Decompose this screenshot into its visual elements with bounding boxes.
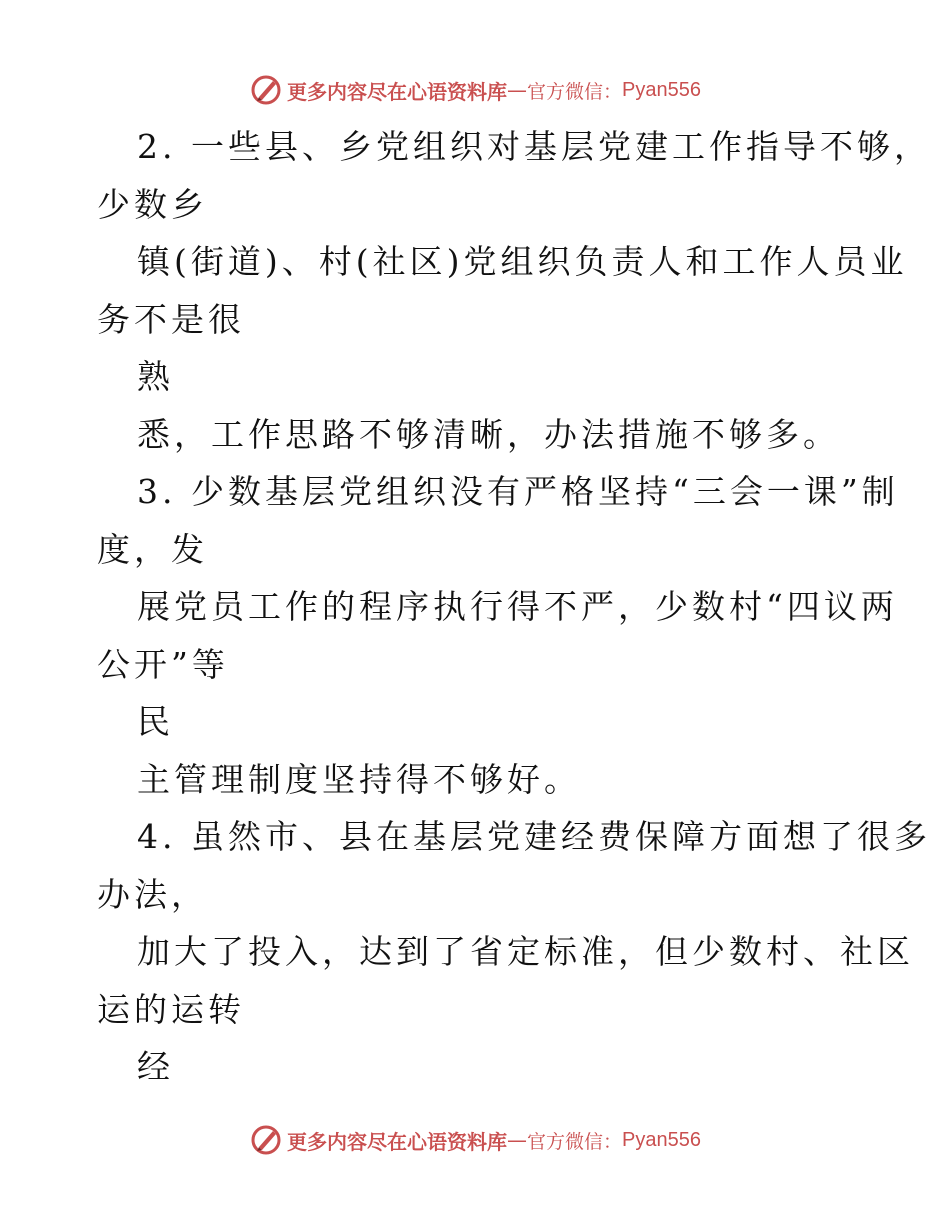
text-line: 3. 少数基层党组织没有严格坚持“三会一课”制 bbox=[137, 472, 899, 511]
text-line: 4. 虽然市、县在基层党建经费保障方面想了很多 bbox=[137, 817, 931, 856]
footer-watermark-banner bbox=[0, 1120, 950, 1160]
banner-dash: — bbox=[507, 1128, 527, 1152]
text-line: 悉，工作思路不够清晰，办法措施不够多。 bbox=[137, 414, 840, 454]
banner-wechat-id: Pyan556 bbox=[622, 78, 701, 101]
text-line: 度，发 bbox=[97, 529, 208, 569]
text-line: 经 bbox=[137, 1047, 174, 1086]
banner-main-text: 更多内容尽在心语资料库 bbox=[287, 1129, 507, 1154]
document-body bbox=[97, 118, 931, 1096]
banner-sub-text: 官方微信： bbox=[527, 1130, 623, 1153]
text-line: 展党员工作的程序执行得不严，少数村“四议两 bbox=[137, 587, 898, 626]
text-line: 公开”等 bbox=[97, 644, 229, 684]
banner-wechat-id: Pyan556 bbox=[622, 1128, 701, 1151]
text-line: 加大了投入，达到了省定标准，但少数村、社区 bbox=[137, 932, 914, 971]
text-line: 熟 bbox=[137, 357, 174, 396]
text-line: 务不是很 bbox=[97, 299, 245, 339]
banner-main-text: 更多内容尽在心语资料库 bbox=[287, 79, 507, 104]
text-line: 镇(街道)、村(社区)党组织负责人和工作人员业 bbox=[137, 242, 908, 281]
pen-nib-logo-icon bbox=[249, 1123, 283, 1157]
text-line: 2. 一些县、乡党组织对基层党建工作指导不够， bbox=[137, 127, 931, 166]
banner-sub-text: 官方微信： bbox=[527, 80, 623, 103]
text-line: 办法， bbox=[97, 874, 208, 914]
text-line: 民 bbox=[137, 702, 174, 741]
header-watermark-banner bbox=[0, 70, 950, 110]
text-line: 主管理制度坚持得不够好。 bbox=[137, 759, 581, 799]
text-line: 少数乡 bbox=[97, 184, 208, 224]
text-line: 运的运转 bbox=[97, 989, 245, 1029]
pen-nib-logo-icon bbox=[249, 73, 283, 107]
banner-dash: — bbox=[507, 78, 527, 102]
